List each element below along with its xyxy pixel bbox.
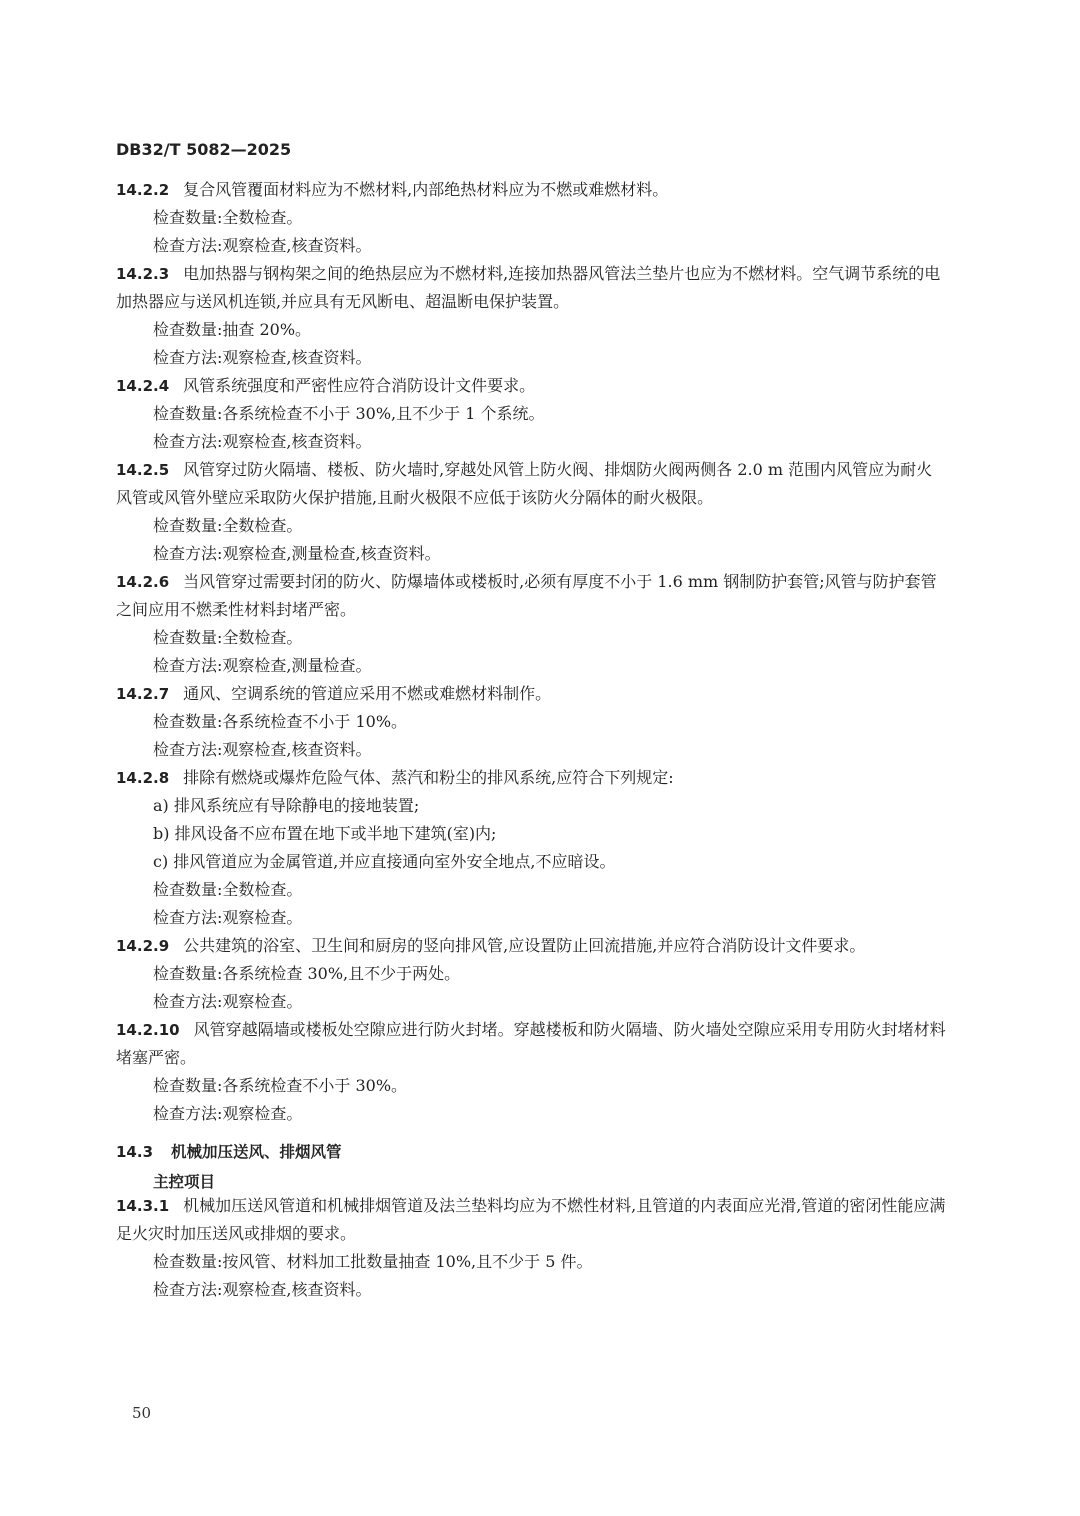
clause-text: 电加热器与钢构架之间的绝热层应为不燃材料,连接加热器风管法兰垫片也应为不燃材料。空气调节系统的电加热器应与送风机连锁,并应具有无风断电、超温断电保护装置。 [116, 264, 941, 311]
document-body [116, 176, 946, 1304]
inspection-method: 检查方法:观察检查,核查资料。 [153, 432, 372, 451]
inspection-method: 检查方法:观察检查,核查资料。 [153, 236, 372, 255]
document-code: DB32/T 5082—2025 [116, 140, 292, 159]
subheading: 主控项目 [153, 1173, 216, 1191]
clause-text: 通风、空调系统的管道应采用不燃或难燃材料制作。 [183, 684, 552, 703]
clause-text: 风管系统强度和严密性应符合消防设计文件要求。 [183, 376, 536, 395]
clause-14-2-2 [116, 176, 946, 204]
clause-number: 14.2.10 [116, 1021, 180, 1039]
clause-number: 14.2.7 [116, 685, 170, 703]
clause-number: 14.2.5 [116, 461, 170, 479]
inspection-method: 检查方法:观察检查,测量检查。 [153, 656, 372, 675]
clause-14-2-7 [116, 680, 946, 708]
section-title: 机械加压送风、排烟风管 [171, 1143, 342, 1161]
clause-number: 14.2.3 [116, 265, 170, 283]
inspection-method: 检查方法:观察检查。 [153, 992, 303, 1011]
clause-14-2-10 [116, 1016, 946, 1072]
inspection-quantity: 检查数量:全数检查。 [153, 880, 303, 899]
inspection-quantity: 检查数量:各系统检查不小于 30%,且不少于 1 个系统。 [153, 404, 545, 423]
clause-14-2-8 [116, 764, 946, 792]
inspection-method: 检查方法:观察检查,测量检查,核查资料。 [153, 544, 441, 563]
clause-text: 机械加压送风管道和机械排烟管道及法兰垫料均应为不燃性材料,且管道的内表面应光滑,管道的密闭性能应满足火灾时加压送风或排烟的要求。 [116, 1196, 946, 1243]
clause-14-2-4 [116, 372, 946, 400]
clause-14-2-5 [116, 456, 946, 512]
inspection-method: 检查方法:观察检查,核查资料。 [153, 348, 372, 367]
inspection-quantity: 检查数量:全数检查。 [153, 628, 303, 647]
section-number: 14.3 [116, 1143, 154, 1161]
inspection-method: 检查方法:观察检查,核查资料。 [153, 740, 372, 759]
page-number: 50 [132, 1404, 152, 1422]
inspection-quantity: 检查数量:按风管、材料加工批数量抽查 10%,且不少于 5 件。 [153, 1252, 593, 1271]
clause-14-3-1 [116, 1192, 946, 1248]
clause-text: 复合风管覆面材料应为不燃材料,内部绝热材料应为不燃或难燃材料。 [183, 180, 669, 199]
clause-14-2-6 [116, 568, 946, 624]
clause-text: 风管穿越隔墙或楼板处空隙应进行防火封堵。穿越楼板和防火隔墙、防火墙处空隙应采用专用防火封堵材料堵塞严密。 [116, 1020, 946, 1067]
clause-number: 14.2.2 [116, 181, 170, 199]
list-item-c: c) 排风管道应为金属管道,并应直接通向室外安全地点,不应暗设。 [153, 852, 616, 871]
inspection-quantity: 检查数量:各系统检查不小于 10%。 [153, 712, 408, 731]
inspection-quantity: 检查数量:各系统检查 30%,且不少于两处。 [153, 964, 461, 983]
inspection-quantity: 检查数量:各系统检查不小于 30%。 [153, 1076, 408, 1095]
clause-number: 14.2.9 [116, 937, 170, 955]
clause-14-2-9 [116, 932, 946, 960]
clause-number: 14.2.4 [116, 377, 170, 395]
clause-number: 14.2.8 [116, 769, 170, 787]
inspection-method: 检查方法:观察检查。 [153, 1104, 303, 1123]
clause-number: 14.3.1 [116, 1197, 170, 1215]
list-item-b: b) 排风设备不应布置在地下或半地下建筑(室)内; [153, 824, 497, 843]
inspection-method: 检查方法:观察检查。 [153, 908, 303, 927]
section-heading [116, 1140, 946, 1162]
inspection-method: 检查方法:观察检查,核查资料。 [153, 1280, 372, 1299]
clause-text: 公共建筑的浴室、卫生间和厨房的竖向排风管,应设置防止回流措施,并应符合消防设计文件要求。 [183, 936, 866, 955]
clause-14-2-3 [116, 260, 946, 316]
inspection-quantity: 检查数量:全数检查。 [153, 208, 303, 227]
inspection-quantity: 检查数量:抽查 20%。 [153, 320, 312, 339]
clause-text: 排除有燃烧或爆炸危险气体、蒸汽和粉尘的排风系统,应符合下列规定: [183, 768, 674, 787]
clause-number: 14.2.6 [116, 573, 170, 591]
list-item-a: a) 排风系统应有导除静电的接地装置; [153, 796, 420, 815]
clause-text: 当风管穿过需要封闭的防火、防爆墙体或楼板时,必须有厚度不小于 1.6 mm 钢制防护套管;风管与防护套管之间应用不燃柔性材料封堵严密。 [116, 572, 937, 619]
inspection-quantity: 检查数量:全数检查。 [153, 516, 303, 535]
clause-text: 风管穿过防火隔墙、楼板、防火墙时,穿越处风管上防火阀、排烟防火阀两侧各 2.0 m 范围内风管应为耐火风管或风管外壁应采取防火保护措施,且耐火极限不应低于该防火分隔体的耐火极限。 [116, 460, 933, 507]
